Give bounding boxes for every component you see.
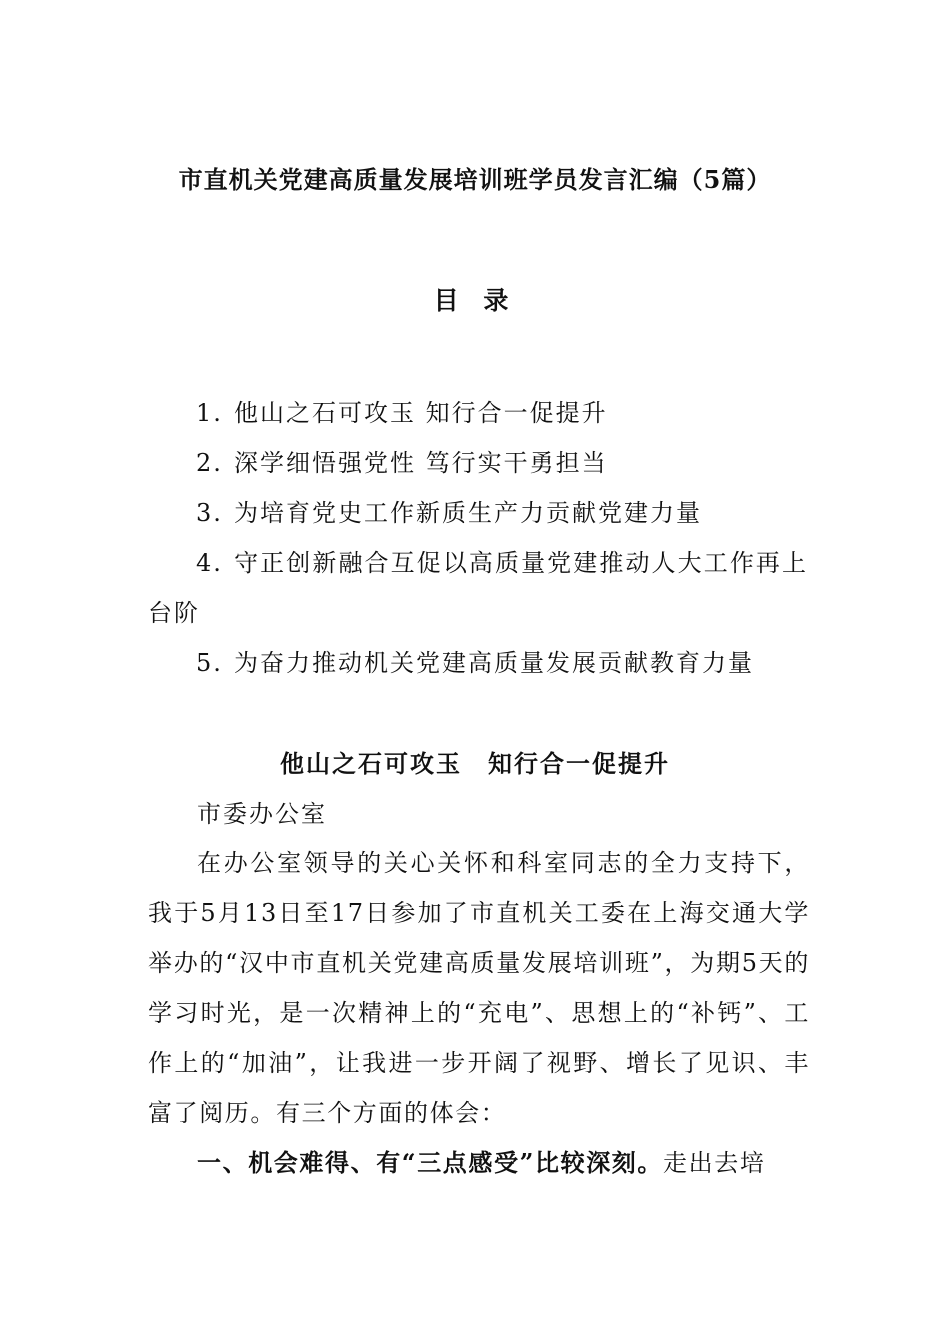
toc-item-4 bbox=[148, 538, 808, 638]
toc-item-5 bbox=[148, 638, 808, 688]
toc-item-text: 为奋力推动机关党建高质量发展贡献教育力量 bbox=[234, 649, 754, 677]
toc-item-number: 1. bbox=[196, 399, 223, 427]
section-title: 他山之石可攻玉 知行合一促提升 bbox=[280, 749, 670, 778]
toc-heading: 目 录 bbox=[433, 286, 517, 315]
toc-item-3 bbox=[148, 488, 808, 538]
body-paragraph: 在办公室领导的关心关怀和科室同志的全力支持下，我于5月13日至17日参加了市直机关工委在上海交通大学举办的“汉中市直机关党建高质量发展培训班”，为期5天的学习时光，是一次精神上的“充电”、思想上的“补钙”、工作上的“加油”，让我进一步开阔了视野、增长了见识、丰富了阅历。有三个方面的体会： bbox=[148, 849, 810, 1127]
toc-item-text: 他山之石可攻玉 知行合一促提升 bbox=[234, 399, 608, 427]
toc-item-text: 深学细悟强党性 笃行实干勇担当 bbox=[234, 449, 608, 477]
toc-item-text: 为培育党史工作新质生产力贡献党建力量 bbox=[234, 499, 702, 527]
document-title: 市直机关党建高质量发展培训班学员发言汇编（5篇） bbox=[178, 165, 772, 194]
body-paragraph-2 bbox=[148, 1138, 810, 1188]
toc-item-number: 5. bbox=[196, 649, 223, 677]
toc-item-number: 3. bbox=[196, 499, 223, 527]
toc-item-number: 2. bbox=[196, 449, 223, 477]
paragraph-heading: 一、机会难得、有“三点感受”比较深刻。 bbox=[197, 1148, 664, 1177]
toc-item-number: 4. bbox=[196, 549, 223, 577]
paragraph-text: 走出去培 bbox=[663, 1149, 766, 1177]
toc-item-2 bbox=[148, 438, 808, 488]
department-name: 市委办公室 bbox=[197, 800, 327, 828]
toc-item-text: 守正创新融合互促以高质量党建推动人大工作再上台阶 bbox=[148, 549, 808, 627]
toc-item-1 bbox=[148, 388, 808, 438]
